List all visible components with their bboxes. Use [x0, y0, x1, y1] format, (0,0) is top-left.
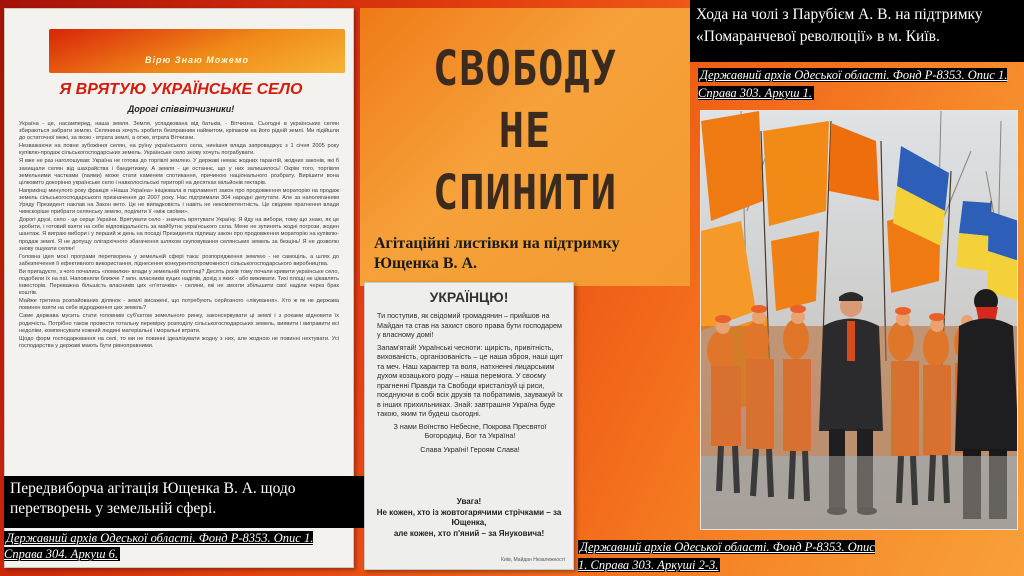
leaflet-paragraph: Запам'ятай! Українські чесноти: щирість, привітність, вихованість, організованість – це наша зброя, наші щит та меч. Наш характер та воля, натхненні лицарським духом козацького роду – наша перемога. У своєму прагненні Правди та Свободи кристалізуй ці риси, поєднуючи в собі всіх друзів та побратимів, зауважуй їх в інших прихильниках. Знай: завтрашня Україна буде такою, яким ти будеш сьогодні.	[377, 342, 563, 418]
caption-right: Хода на чолі з Парубієм А. В. на підтримку «Помаранчевої революції» в м. Київ.	[690, 0, 1024, 62]
poster-headline	[360, 38, 690, 224]
leaflet-center	[364, 282, 574, 570]
warning-line: Увага!	[456, 497, 482, 506]
leaflet-body	[19, 121, 339, 481]
leaflet-paragraph: Наприкінці минулого року фракція «Наша Україна» ініціювала в парламенті закон про продовження мораторію на продаж земель сільськогосподарського призначення до 2007 року. Нас підтримали 304 народні депутати. Але за наполяганням Уряду Президент наклав на Закон вето. Це не випадковість і навіть не некомпетентність. Це свідоме прагнення влади чимскоріше прибрати селянську землю, поділити її «між своїми».	[19, 187, 339, 216]
poster-line: СВОБОДУ	[432, 40, 617, 97]
archive-ref-bottom	[578, 538, 878, 574]
leaflet-center-body	[377, 311, 563, 457]
archive-ref-text: Державний архів Одеської області. Фонд Р-8353. Опис 1. Справа 303. Аркуші 2-3.	[578, 540, 875, 572]
warning-line: Не кожен, хто із жовтогарячими стрічками – за Ющенка,	[376, 507, 562, 527]
archive-ref-left	[4, 530, 328, 562]
leaflet-warning	[373, 497, 565, 539]
leaflet-paragraph: Україна - це, насамперед, наша земля. Земля, успадкована від батьків, - Вітчизна. Сьогодні в українських селян збираються забрати землю. Селянина хочуть зробити безправним наймитом, кріпаком на його рідній землі. Ми підійшли до остаточної межі, за якою - втрата землі, а отже, втрата Вітчизни.	[19, 121, 339, 142]
leaflet-paragraph: Саме держава мусить стати головним суб'єктом земельного ринку, законсервувати ці землі і з роками відновити їх родючість. Потрібно також провести тотальну перевірку розподілу сільськогосподарських земель, виявити і виправити всі недоліки, компенсувати кожний людині матеріальні і моральні втрати.	[19, 313, 339, 334]
archive-ref-text: Державний архів Одеської області. Фонд Р-8353. Опис 1. Справа 304. Аркуш 6.	[4, 531, 314, 561]
archive-ref-right	[698, 66, 1018, 102]
leaflet-paragraph: З нами Воїнство Небесне, Покрова Пресвятої Богородиці, Бог та Україна!	[393, 421, 547, 440]
leaflet-paragraph: Ви пригадуєте, з чого почались «помилки» влади у земельній політиці? Десять років тому почали кривити українське село, подобили їх на паї. Наповняли ближче 7 млн. власників куцих наділів, дохід з яких - або виживати. Тихі площі не цікавлять інвесторів. Переважна більшість власників цих «п'ятачків» - селяни, які не змогли збільшити свої наділи через брак коштів.	[19, 268, 339, 297]
poster-line: СПИНИТИ	[432, 164, 617, 221]
leaflet-paragraph: Щодо форм господарювання на селі, то ми не повинні ідеалізувати жодну з них, але жодною не повинні нехтувати. Усі господарства у державі мають бути рівноправними.	[19, 335, 339, 349]
flag-banner	[49, 29, 345, 73]
leaflet-slogan: Слава Україні! Героям Слава!	[420, 444, 520, 454]
leaflet-center-title: УКРАЇНЦЮ!	[429, 289, 509, 305]
archive-ref-text: Державний архів Одеської області. Фонд Р-8353. Опис 1. Справа 303. Аркуш 1.	[698, 68, 1008, 100]
leaflet-paragraph: Головна ідея моєї програми перетворень у земельній сфері така: розпорядження землею - не самоціль, а шлях до забезпечення її ефективного використання, піднесення конкурентоспроможності сільськогосподарського виробництва.	[19, 253, 339, 267]
caption-left: Передвиборча агітація Ющенка В. А. щодо перетворень у земельній сфері.	[4, 476, 370, 528]
poster-line: НЕ	[498, 102, 552, 159]
leaflet-greeting: Дорогі співвітчизники!	[127, 104, 235, 114]
march-photo	[700, 110, 1018, 530]
leaflet-title: Я ВРЯТУЮ УКРАЇНСЬКЕ СЕЛО	[59, 81, 303, 98]
leaflet-paragraph: Ти поступив, як свідомий громадянин – прийшов на Майдан та став на захист свого права бути господарем у власному домі!	[377, 311, 562, 339]
warning-line: але кожен, хто п'яний – за Януковича!	[393, 528, 545, 538]
banner-slogan: Вірю Знаю Можемо	[145, 55, 249, 65]
leaflet-signature: Київ, Майдан Незалежності	[501, 557, 565, 563]
leaflet-paragraph: Незважаючи на повне зубожіння селян, на руїну українського села, нинішня влада запроваджує з 1 січня 2005 року купівлю-продаж сільськогосподарських земель. Українське село знову хочуть пограбувати.	[19, 143, 339, 157]
leaflet-paragraph: Майже третина розпайованих ділянок - землі висажені, що потребують серйозного «лікування». Хто ж як не держава повинен взяти на себе відродження цих земель?	[19, 298, 339, 312]
leaflet-paragraph: Дорогі друзі, село - це серце України. Врятувати село - значить врятувати Україну. Я йду на вибори, тому що знаю, як це зробити, і готовий взяти на себе відповідальність за майбутнє українського села. Мене не зупинять жодні погрози, жоден шантаж. Я виграю вибори і у перший ж день на посаді Президента підпишу закон про продовження мораторію на купівлю-продаж землі. Я не допущу олігархічного збагачення шляхом скуповування селянських земель за безцінь! Я не дозволю знову ошукати селян!	[19, 217, 339, 252]
march-photo-illustration	[701, 111, 1018, 530]
leaflet-paragraph: Я вже не раз наголошував: Україна не готова до торгівлі землею. У державі немає жодних гарантій, жодних законів, які б захищали селян від шахрайства і бандитизму. А земля - це останнє, що у них залишилось! Окрім того, торгівля земельними частками (паями) може стати каменем спотикання, причиною національного розбрату. Вирішити вона цілковито докорінно українське село і навколосільські території на десятках мільйонів гектарів.	[19, 158, 339, 186]
center-caption: Агітаційні листівки на підтримку Ющенка В. А.	[374, 235, 620, 272]
